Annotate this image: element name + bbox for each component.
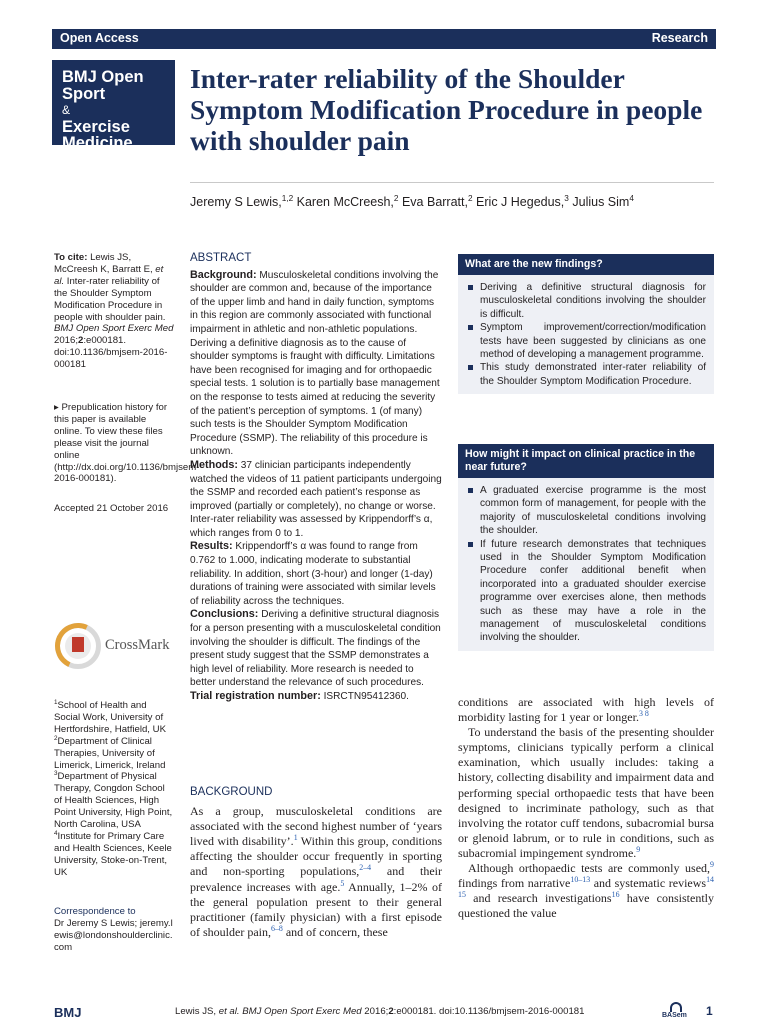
abstract-results: Results: Krippendorff’s α was found to range from 0.762 to 1.000, indicating moderate to substantial reliability. In addition, short (3-hour) and longer (1-day) durations of training were associated with similar levels of reliability across the techniques. [190,540,436,607]
basem-logo [662,1002,690,1022]
basem-label: BASem [662,1012,687,1019]
correspondence [54,906,174,954]
reference-link[interactable]: 3 8 [638,709,649,719]
crossmark-label: CrossMark [105,637,170,653]
cite-text: 2016; [54,335,79,347]
clinical-impact-box [458,444,714,651]
header-bar [52,29,716,49]
list-item: If future research demonstrates that techniques used in the Shoulder Symptom Modification Procedure confer additional benefit when incorporated into a graduated shoulder exercise programme over exercises alone, then methods such as these may have a role in the management of musculoskeletal conditions involving the shoulder. [466,538,706,645]
logo-line: Exercise [62,117,130,136]
affiliation-item: $^4$Institute for Primary Care and Health Sciences, Keele University, Stoke-on-Trent, UK [54,829,172,878]
reference-link[interactable]: 5 [340,878,345,888]
accepted-date: Accepted 21 October 2016 [54,503,169,514]
cite-journal: BMJ Open Sport Exerc Med [54,323,174,335]
divider [190,182,714,183]
abstract-methods: Methods: 37 clinician participants independently watched the videos of 11 patient participants undergoing the SSMP and recorded each patient’s response as improved (partially or completely), no change or worse. Inter-rater reliability was assessed by Krippendorff’s α, which ranges from 0 to 1. [190,458,442,539]
cite-label: To cite: [54,252,88,263]
correspondence-email[interactable]: Dr Jeremy S Lewis; jeremy.lewis@londonshoulderclinic.com [54,917,173,953]
basem-arc-icon [670,1002,682,1012]
reference-link[interactable]: 2–4 [359,863,372,873]
abstract-heading: ABSTRACT [190,252,252,264]
bmj-logo: BMJ [54,1005,82,1020]
cite-volume: 2 [78,335,84,347]
author-name[interactable]: Julius Sim [568,195,630,209]
affiliations [54,700,174,879]
bookmark-icon [72,637,84,652]
reference-link[interactable]: 16 [611,890,620,900]
author-name[interactable]: Jeremy S Lewis, [190,195,282,209]
crossmark-badge[interactable] [55,620,175,676]
author-name[interactable]: Eva Barratt, [398,195,468,209]
logo-line: BMJ Open [62,68,144,86]
correspondence-label: Correspondence to [54,906,136,917]
reference-link[interactable]: 14 15 [458,875,714,900]
author-affiliation: 3 [564,193,569,203]
box-heading: What are the new findings? [458,254,714,275]
body-paragraph: As a group, musculoskeletal conditions are associated with the second highest number of ‘years lived with disability’.$^1$ Within this group, conditions affecting the shoulder occur frequently in sporting and non-sporting populations,$^{2-4}$ and their prevalence increases with age.$^5$ Annually, 1–2% of the general population present to their general practitioner (family physician) with a first episode of shoulder pain,$^{6-8}$ and of concern, these [190,804,442,939]
affiliation-item: $^1$School of Health and Social Work, University of Hertfordshire, Hatfield, UK [54,698,166,735]
page-number: 1 [706,1004,713,1018]
reference-link[interactable]: 9 [710,860,714,870]
list-item: This study demonstrated inter-rater reliability of the Shoulder Symptom Modification Procedure. [466,361,706,388]
affiliation-item: $^3$Department of Physical Therapy, Congdon School of Health Sciences, High Point University, High Point, North Carolina, USA [54,770,173,831]
body-right-column [458,695,714,921]
author-list [190,195,634,209]
abstract-background: Background: Musculoskeletal conditions involving the shoulder are common and, because of the importance of the upper limb and hand in daily function, symptoms in this region are commonly associated with functional impairment in athletic and non-athletic populations. Deriving a definitive diagnosis as to the cause of shoulder symptoms is fraught with difficulty. Limitations have been recognised for imaging and for orthopaedic special tests. 1 solution is to partially base management on the response to tests aimed at reducing the severity of the patient’s perception of symptoms. 1 (of many) such tests is the Shoulder Symptom Modification Procedure (SSMP). The reliability of this procedure is unknown. [190,268,440,458]
body-paragraph: To understand the basis of the presenting shoulder symptoms, clinicians typically perform a clinical examination, which usually includes: taking a history, collecting disability and impairment data and performing special orthopaedic tests that have been designed to incriminate pathology, such as that involving the rotator cuff tendons, subacromial bursa or glenoid labrum, or to rule in conditions, such as subacromial impingement syndrome.$^9$ [458,725,714,860]
journal-logo [52,60,175,152]
reference-link[interactable]: 10–13 [570,875,591,885]
abstract-conclusions: Conclusions: Deriving a definitive structural diagnosis for a person presenting with a musculoskeletal condition involving the shoulder is difficult. The findings of the present study suggest that the SSMP demonstrates a high level of reliability. More research is needed to better understand the relevance of such procedures. [190,608,441,689]
abstract [190,252,442,704]
list-item: Deriving a definitive structural diagnosis for musculoskeletal conditions involving the shoulder is difficult. [466,281,706,321]
author-name[interactable]: Eric J Hegedus, [472,195,565,209]
cite-text: Lewis JS, McCreesh K, Barratt E, [54,252,156,275]
citation-block [54,252,174,371]
article-type-label: Research [651,31,708,45]
list-item: Symptom improvement/correction/modification tests have been suggested by clinicians as one method of developing a management programme. [466,321,706,361]
author-affiliation: 1,2 [281,193,294,203]
reference-link[interactable]: 6–8 [270,923,283,933]
box-heading: How might it impact on clinical practice in the near future? [458,444,714,478]
body-paragraph: conditions are associated with high levels of morbidity lasting for 1 year or longer.$^{3 8}$ [458,695,714,725]
affiliation-item: $^2$Department of Clinical Therapies, University of Limerick, Limerick, Ireland [54,734,166,771]
author-name[interactable]: Karen McCreesh, [293,195,394,209]
list-item: A graduated exercise programme is the most common form of management, for people with the majority of musculoskeletal conditions involving the shoulder. [466,484,706,538]
cite-text: et al. [54,263,164,287]
section-heading: BACKGROUND [190,786,273,798]
author-affiliation: 4 [629,193,634,203]
logo-ampersand: & [62,103,71,117]
prepublication-note[interactable]: ▸ Prepublication history for this paper is available online. To view these files please visit the journal online (http://dx.doi.org/10.1136/bmjsem-2016-000181). [54,402,200,485]
body-paragraph: Although orthopaedic tests are commonly used,$^9$ findings from narrative$^{10-13}$ and systematic reviews$^{14 15}$ and research investigations$^{16}$ have consistently questioned the value [458,860,714,921]
new-findings-box [458,254,714,394]
article-title: Inter-rater reliability of the Shoulder Symptom Modification Procedure in people with shoulder pain [190,63,703,156]
cite-text: Inter-rater reliability of the Shoulder Symptom Modification Procedure in people with shoulder pain. [54,275,166,323]
abstract-trial-registration: Trial registration number: ISRCTN95412360. [190,690,409,702]
background-section [190,785,442,940]
author-affiliation: 2 [467,193,473,203]
author-affiliation: 2 [393,193,399,203]
cite-doi[interactable]: :e000181. doi:10.1136/bmjsem-2016-000181 [54,335,168,371]
open-access-label: Open Access [60,31,139,45]
reference-link[interactable]: 9 [636,844,641,854]
reference-link[interactable]: 1 [293,833,298,843]
logo-line: Sport [62,84,106,103]
logo-line: Medicine [62,134,133,152]
footer-citation: Lewis JS, et al. BMJ Open Sport Exerc Med 2016;2:e000181. doi:10.1136/bmjsem-2016-000181 [175,1006,585,1017]
